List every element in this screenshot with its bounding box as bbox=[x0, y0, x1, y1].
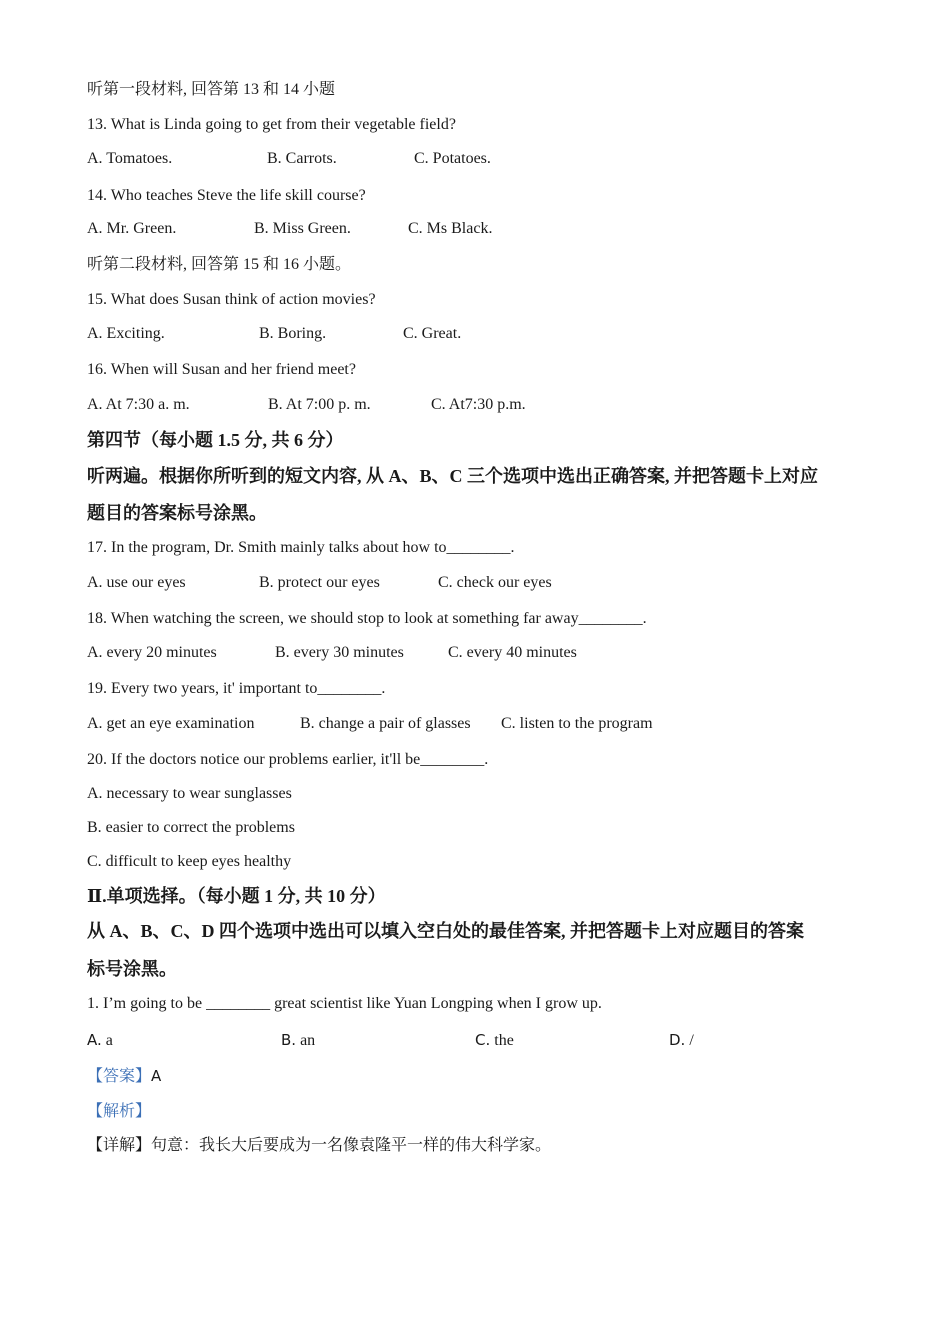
detail-explanation: 【详解】句意：我长大后要成为一名像袁隆平一样的伟大科学家。 bbox=[87, 1137, 552, 1154]
answer-line bbox=[87, 1066, 161, 1087]
g1-option-d-letter: D. bbox=[669, 1031, 686, 1049]
g1-option-a-letter: A. bbox=[87, 1031, 102, 1049]
g1-option-d-text: / bbox=[685, 1032, 694, 1049]
q17-option-a: A. use our eyes bbox=[87, 574, 186, 591]
g1-option-a bbox=[87, 1030, 113, 1051]
question-19: 19. Every two years, it' important to________. bbox=[87, 680, 386, 697]
q19-option-b: B. change a pair of glasses bbox=[300, 715, 471, 732]
g1-option-c-letter: C. bbox=[475, 1031, 491, 1049]
section-intro-2: 听第二段材料, 回答第 15 和 16 小题。 bbox=[87, 256, 352, 273]
q20-option-a: A. necessary to wear sunglasses bbox=[87, 785, 292, 802]
section-4-title: 第四节（每小题 1.5 分, 共 6 分） bbox=[87, 430, 344, 450]
q15-option-c: C. Great. bbox=[403, 325, 462, 342]
q18-option-a: A. every 20 minutes bbox=[87, 644, 217, 661]
g1-option-d bbox=[669, 1030, 694, 1051]
q19-option-c: C. listen to the program bbox=[501, 715, 653, 732]
q16-option-c: C. At7:30 p.m. bbox=[431, 396, 526, 413]
section-4-instructions-line-2: 题目的答案标号涂黑。 bbox=[87, 503, 267, 523]
question-15: 15. What does Susan think of action movies? bbox=[87, 291, 376, 308]
g1-option-b-letter: B. bbox=[281, 1031, 297, 1049]
g1-option-c bbox=[475, 1030, 514, 1051]
question-17: 17. In the program, Dr. Smith mainly talks about how to________. bbox=[87, 539, 515, 556]
section-4-instructions-line-1: 听两遍。根据你所听到的短文内容, 从 A、B、C 三个选项中选出正确答案, 并把答题卡上对应 bbox=[87, 466, 818, 486]
q13-option-b: B. Carrots. bbox=[267, 150, 337, 167]
question-14: 14. Who teaches Steve the life skill course? bbox=[87, 187, 366, 204]
analysis-label: 【解析】 bbox=[87, 1103, 152, 1120]
question-18: 18. When watching the screen, we should stop to look at something far away________. bbox=[87, 610, 647, 627]
q14-option-b: B. Miss Green. bbox=[254, 220, 351, 237]
question-16: 16. When will Susan and her friend meet? bbox=[87, 361, 356, 378]
q17-option-b: B. protect our eyes bbox=[259, 574, 380, 591]
q17-option-c: C. check our eyes bbox=[438, 574, 552, 591]
answer-value: A bbox=[151, 1067, 162, 1085]
q13-option-c: C. Potatoes. bbox=[414, 150, 491, 167]
question-20: 20. If the doctors notice our problems earlier, it'll be________. bbox=[87, 751, 489, 768]
g1-option-b-text: an bbox=[296, 1032, 316, 1049]
answer-label: 【答案】 bbox=[87, 1068, 152, 1085]
q19-option-a: A. get an eye examination bbox=[87, 715, 255, 732]
q16-option-a: A. At 7:30 a. m. bbox=[87, 396, 190, 413]
grammar-instructions-line-2: 标号涂黑。 bbox=[87, 959, 177, 979]
q15-option-b: B. Boring. bbox=[259, 325, 327, 342]
q14-option-c: C. Ms Black. bbox=[408, 220, 493, 237]
q18-option-b: B. every 30 minutes bbox=[275, 644, 404, 661]
grammar-section-title: Ⅱ.单项选择。（每小题 1 分, 共 10 分） bbox=[87, 886, 386, 906]
q13-option-a: A. Tomatoes. bbox=[87, 150, 173, 167]
q20-option-c: C. difficult to keep eyes healthy bbox=[87, 853, 292, 870]
q15-option-a: A. Exciting. bbox=[87, 325, 165, 342]
question-13: 13. What is Linda going to get from their vegetable field? bbox=[87, 116, 456, 133]
section-intro-1: 听第一段材料, 回答第 13 和 14 小题 bbox=[87, 81, 336, 98]
q18-option-c: C. every 40 minutes bbox=[448, 644, 577, 661]
grammar-question-1: 1. I’m going to be ________ great scientist like Yuan Longping when I grow up. bbox=[87, 995, 602, 1012]
g1-option-c-text: the bbox=[490, 1032, 514, 1049]
q20-option-b: B. easier to correct the problems bbox=[87, 819, 295, 836]
g1-option-b bbox=[281, 1030, 315, 1051]
q14-option-a: A. Mr. Green. bbox=[87, 220, 177, 237]
g1-option-a-text: a bbox=[101, 1032, 113, 1049]
grammar-instructions-line-1: 从 A、B、C、D 四个选项中选出可以填入空白处的最佳答案, 并把答题卡上对应题目的答案 bbox=[87, 921, 804, 941]
q16-option-b: B. At 7:00 p. m. bbox=[268, 396, 371, 413]
